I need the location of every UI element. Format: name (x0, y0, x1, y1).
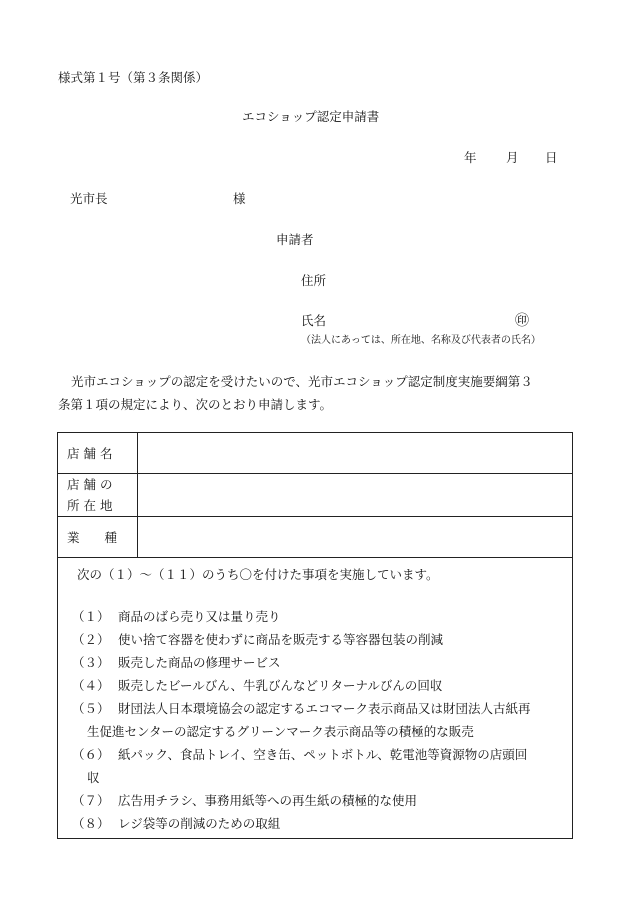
date-year-label: 年 (464, 150, 477, 165)
activities-row (58, 558, 573, 839)
business-type-row (58, 517, 573, 558)
addressee-honorific: 様 (233, 191, 246, 206)
store-name-row (58, 433, 573, 474)
store-location-row (58, 474, 573, 517)
activity-text: 商品のばら売り又は量り売り (118, 609, 281, 624)
seal-mark: ㊞ (515, 313, 529, 329)
activity-number: （２） (72, 632, 110, 647)
activity-text: 財団法人日本環境協会の認定するエコマーク表示商品又は財団法人古紙再 (118, 701, 531, 716)
activities-list (58, 558, 572, 838)
applicant-name-label: 氏名 (301, 313, 327, 328)
store-location-label-line1: 店 舗 の (67, 477, 113, 492)
form-number: 様式第１号（第３条関係） (58, 70, 209, 85)
activities-cell (58, 558, 573, 839)
applicant-address-label: 住所 (301, 273, 327, 288)
addressee-name: 光市長 (70, 191, 108, 206)
activity-number: （７） (72, 793, 110, 808)
page-title: エコショップ認定申請書 (242, 109, 380, 124)
store-location-field[interactable] (138, 474, 573, 517)
statement-line-2: 条第１項の規定により、次のとおり申請します。 (58, 397, 333, 412)
application-statement (58, 370, 578, 416)
statement-line-1: 光市エコショップの認定を受けたいので、光市エコショップ認定制度実施要綱第３ (71, 374, 533, 389)
store-location-label-line2: 所 在 地 (67, 498, 113, 513)
activity-text: 販売した商品の修理サービス (118, 655, 281, 670)
date-month-label: 月 (506, 150, 519, 165)
activity-number: （８） (72, 816, 110, 831)
activity-number: （１） (72, 609, 110, 624)
activity-text: 使い捨て容器を使わずに商品を販売する等容器包装の削減 (118, 632, 444, 647)
activity-text-continued: 生促進センターの認定するグリーンマーク表示商品等の積極的な販売 (87, 724, 474, 739)
activity-number: （５） (72, 701, 110, 716)
date-day-label: 日 (545, 150, 558, 165)
activity-number: （６） (72, 747, 110, 762)
store-location-label (58, 474, 138, 517)
store-name-label: 店 舗 名 (58, 433, 138, 474)
activity-number: （３） (72, 655, 110, 670)
business-type-field[interactable] (138, 517, 573, 558)
activity-text: 販売したビールびん、牛乳びんなどリターナルびんの回収 (118, 678, 443, 693)
activity-text-continued: 収 (87, 770, 100, 785)
activity-number: （４） (72, 678, 110, 693)
application-table (57, 432, 573, 839)
activities-intro: 次の（１）～（１１）のうち〇を付けた事項を実施しています。 (77, 567, 439, 582)
applicant-heading: 申請者 (276, 232, 314, 247)
store-name-field[interactable] (138, 433, 573, 474)
business-type-label: 業 種 (58, 517, 138, 558)
activity-text: 紙パック、食品トレイ、空き缶、ペットボトル、乾電池等資源物の店頭回 (118, 747, 528, 762)
activity-text: レジ袋等の削減のための取組 (118, 816, 281, 831)
activity-text: 広告用チラシ、事務用紙等への再生紙の積極的な使用 (118, 793, 418, 808)
applicant-note: （法人にあっては、所在地、名称及び代表者の氏名） (301, 335, 541, 346)
